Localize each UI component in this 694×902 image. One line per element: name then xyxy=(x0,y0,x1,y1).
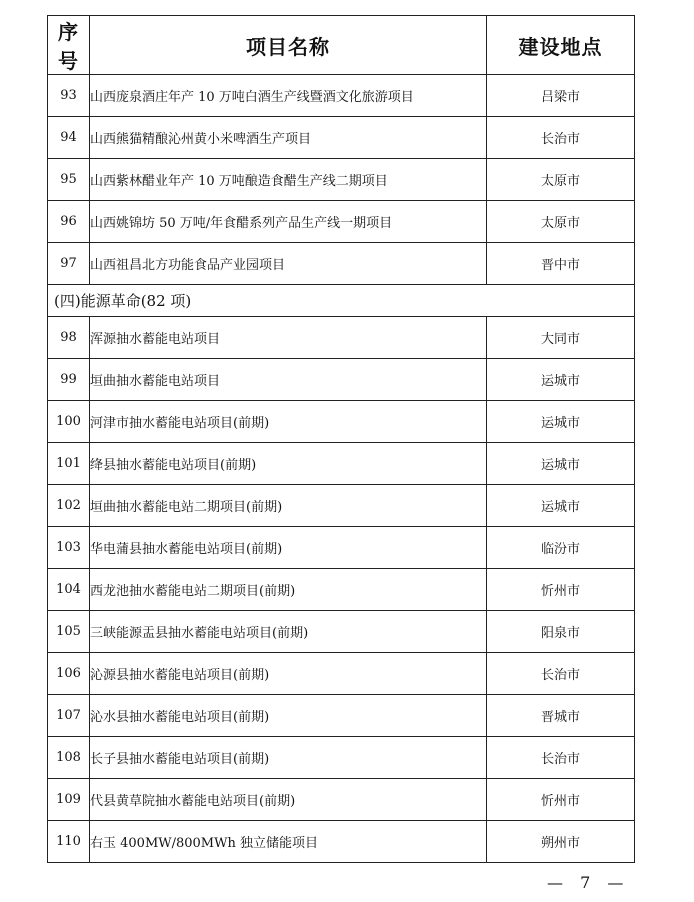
row-number: 102 xyxy=(48,485,90,527)
row-number: 103 xyxy=(48,527,90,569)
table-row xyxy=(48,527,635,569)
table-row xyxy=(48,75,635,117)
table-row xyxy=(48,317,635,359)
row-number: 97 xyxy=(48,243,90,285)
table-row xyxy=(48,569,635,611)
row-project-name: 长子县抽水蓄能电站项目(前期) xyxy=(90,737,487,779)
page-number: — 7 — xyxy=(547,873,630,892)
project-table xyxy=(47,15,635,863)
row-location: 朔州市 xyxy=(487,821,635,863)
row-number: 109 xyxy=(48,779,90,821)
row-project-name: 代县黄草院抽水蓄能电站项目(前期) xyxy=(90,779,487,821)
row-location: 晋中市 xyxy=(487,243,635,285)
section-row xyxy=(48,285,635,317)
row-number: 110 xyxy=(48,821,90,863)
row-location: 太原市 xyxy=(487,201,635,243)
row-number: 93 xyxy=(48,75,90,117)
table-row xyxy=(48,159,635,201)
table-row xyxy=(48,779,635,821)
row-number: 100 xyxy=(48,401,90,443)
row-location: 吕梁市 xyxy=(487,75,635,117)
table-row xyxy=(48,821,635,863)
row-location: 长治市 xyxy=(487,737,635,779)
section-body xyxy=(48,285,635,317)
table-row xyxy=(48,695,635,737)
table-row xyxy=(48,243,635,285)
row-project-name: 西龙池抽水蓄能电站二期项目(前期) xyxy=(90,569,487,611)
row-location: 长治市 xyxy=(487,117,635,159)
row-location: 临汾市 xyxy=(487,527,635,569)
row-location: 阳泉市 xyxy=(487,611,635,653)
table-row xyxy=(48,201,635,243)
header-serial-number: 序号 xyxy=(48,16,90,75)
row-number: 96 xyxy=(48,201,90,243)
section-title: (四)能源革命(82 项) xyxy=(48,285,635,317)
table-row xyxy=(48,653,635,695)
row-project-name: 绛县抽水蓄能电站项目(前期) xyxy=(90,443,487,485)
row-location: 太原市 xyxy=(487,159,635,201)
row-project-name: 三峡能源盂县抽水蓄能电站项目(前期) xyxy=(90,611,487,653)
row-location: 长治市 xyxy=(487,653,635,695)
row-project-name: 右玉 400MW/800MWh 独立储能项目 xyxy=(90,821,487,863)
row-location: 大同市 xyxy=(487,317,635,359)
table-row xyxy=(48,359,635,401)
row-project-name: 山西庞泉酒庄年产 10 万吨白酒生产线暨酒文化旅游项目 xyxy=(90,75,487,117)
row-number: 106 xyxy=(48,653,90,695)
table-row xyxy=(48,401,635,443)
row-location: 晋城市 xyxy=(487,695,635,737)
row-number: 105 xyxy=(48,611,90,653)
row-number: 98 xyxy=(48,317,90,359)
row-number: 107 xyxy=(48,695,90,737)
row-number: 99 xyxy=(48,359,90,401)
row-number: 95 xyxy=(48,159,90,201)
table-row xyxy=(48,737,635,779)
row-project-name: 山西熊猫精酿沁州黄小米啤酒生产项目 xyxy=(90,117,487,159)
row-project-name: 沁源县抽水蓄能电站项目(前期) xyxy=(90,653,487,695)
header-location: 建设地点 xyxy=(487,16,635,75)
row-project-name: 垣曲抽水蓄能电站项目 xyxy=(90,359,487,401)
row-location: 忻州市 xyxy=(487,779,635,821)
row-project-name: 华电蒲县抽水蓄能电站项目(前期) xyxy=(90,527,487,569)
row-number: 104 xyxy=(48,569,90,611)
table-row xyxy=(48,117,635,159)
row-location: 忻州市 xyxy=(487,569,635,611)
table-header-row xyxy=(48,16,635,75)
row-project-name: 山西姚锦坊 50 万吨/年食醋系列产品生产线一期项目 xyxy=(90,201,487,243)
table-row xyxy=(48,611,635,653)
row-project-name: 山西紫林醋业年产 10 万吨酿造食醋生产线二期项目 xyxy=(90,159,487,201)
table-row xyxy=(48,443,635,485)
row-location: 运城市 xyxy=(487,401,635,443)
row-number: 108 xyxy=(48,737,90,779)
table-body-bottom xyxy=(48,317,635,863)
table-body-top xyxy=(48,75,635,285)
row-project-name: 山西祖昌北方功能食品产业园项目 xyxy=(90,243,487,285)
row-number: 94 xyxy=(48,117,90,159)
row-location: 运城市 xyxy=(487,443,635,485)
table-row xyxy=(48,485,635,527)
row-project-name: 浑源抽水蓄能电站项目 xyxy=(90,317,487,359)
row-number: 101 xyxy=(48,443,90,485)
row-project-name: 沁水县抽水蓄能电站项目(前期) xyxy=(90,695,487,737)
header-project-name: 项目名称 xyxy=(90,16,487,75)
row-location: 运城市 xyxy=(487,359,635,401)
row-project-name: 垣曲抽水蓄能电站二期项目(前期) xyxy=(90,485,487,527)
row-project-name: 河津市抽水蓄能电站项目(前期) xyxy=(90,401,487,443)
row-location: 运城市 xyxy=(487,485,635,527)
